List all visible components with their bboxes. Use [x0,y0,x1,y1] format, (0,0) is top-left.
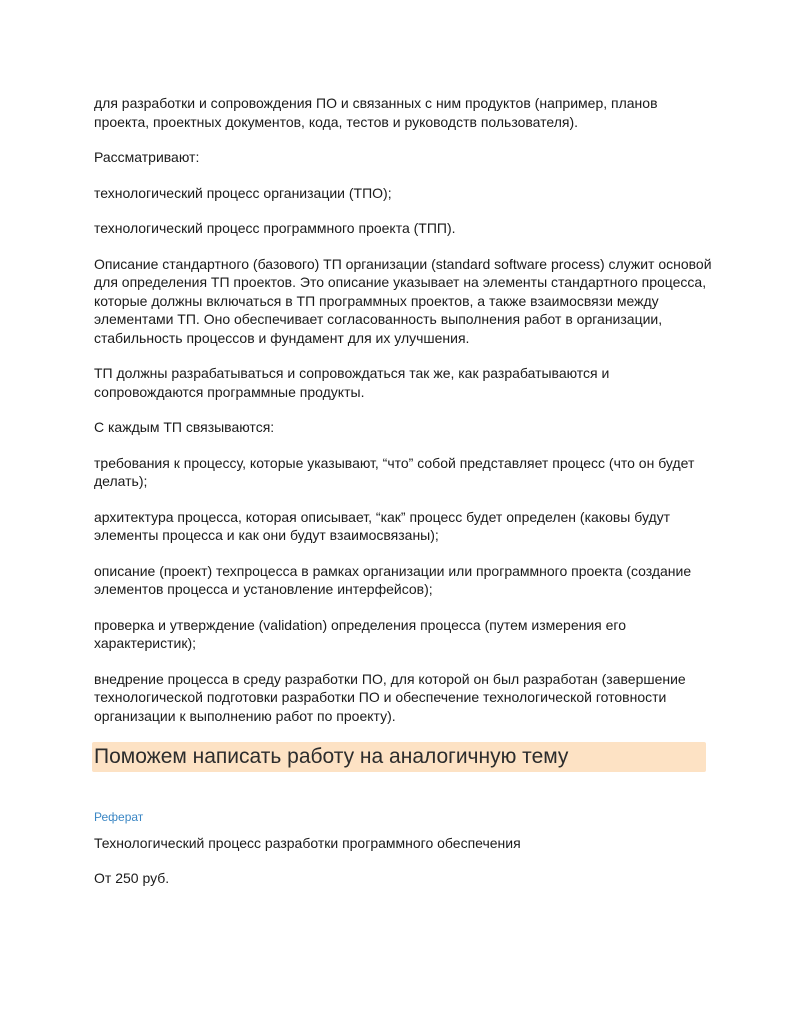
paragraph: для разработки и сопровождения ПО и связанных с ним продуктов (например, планов проекта, проектных документов, кода, тестов и руководств пользователя). [94,95,658,130]
paragraph: технологический процесс программного проекта (ТПП). [94,220,456,236]
offer-price: От 250 руб. [94,870,170,886]
paragraph: проверка и утверждение (validation) определения процесса (путем измерения его характеристик); [94,616,626,651]
paragraph: внедрение процесса в среду разработки ПО, для которой он был разработан (завершение технологической подготовки разработки ПО и обеспечение технологической готовности организации к выполнению работ по проекту). [94,670,686,724]
paragraph: ТП должны разрабатываться и сопровождаться так же, как разрабатываются и сопровождаются программные продукты. [94,365,610,400]
paragraph: архитектура процесса, которая описывает, “как” процесс будет определен (каковы будут элементы процесса и как они будут взаимосвязаны); [94,508,671,543]
help-write-title: Поможем написать работу на аналогичную тему [94,745,569,768]
offer-type-link[interactable]: Реферат [94,810,144,824]
offer-title[interactable]: Технологический процесс разработки программного обеспечения [94,835,521,851]
paragraph: требования к процессу, которые указывают, “что” собой представляет процесс (что он будет делать); [94,454,695,489]
paragraph: Рассматривают: [94,149,200,165]
help-write-banner[interactable] [92,742,706,772]
paragraph: С каждым ТП связываются: [94,419,275,435]
paragraph: описание (проект) техпроцесса в рамках организации или программного проекта (создание элементов процесса и установление интерфейсов); [94,562,692,597]
document-body [94,94,714,887]
offer-card[interactable] [94,810,714,887]
paragraph: технологический процесс организации (ТПО); [94,184,392,201]
paragraph: Описание стандартного (базового) ТП организации (standard software process) служит основой для определения ТП проектов. Это описание указывает на элементы стандартного процесса, которые должны включаться в ТП программных проектов, а также взаимосвязи между элементами ТП. Оно обеспечивает согласованность выполнения работ в организации, стабильность процессов и фундамент для их улучшения. [94,255,712,346]
